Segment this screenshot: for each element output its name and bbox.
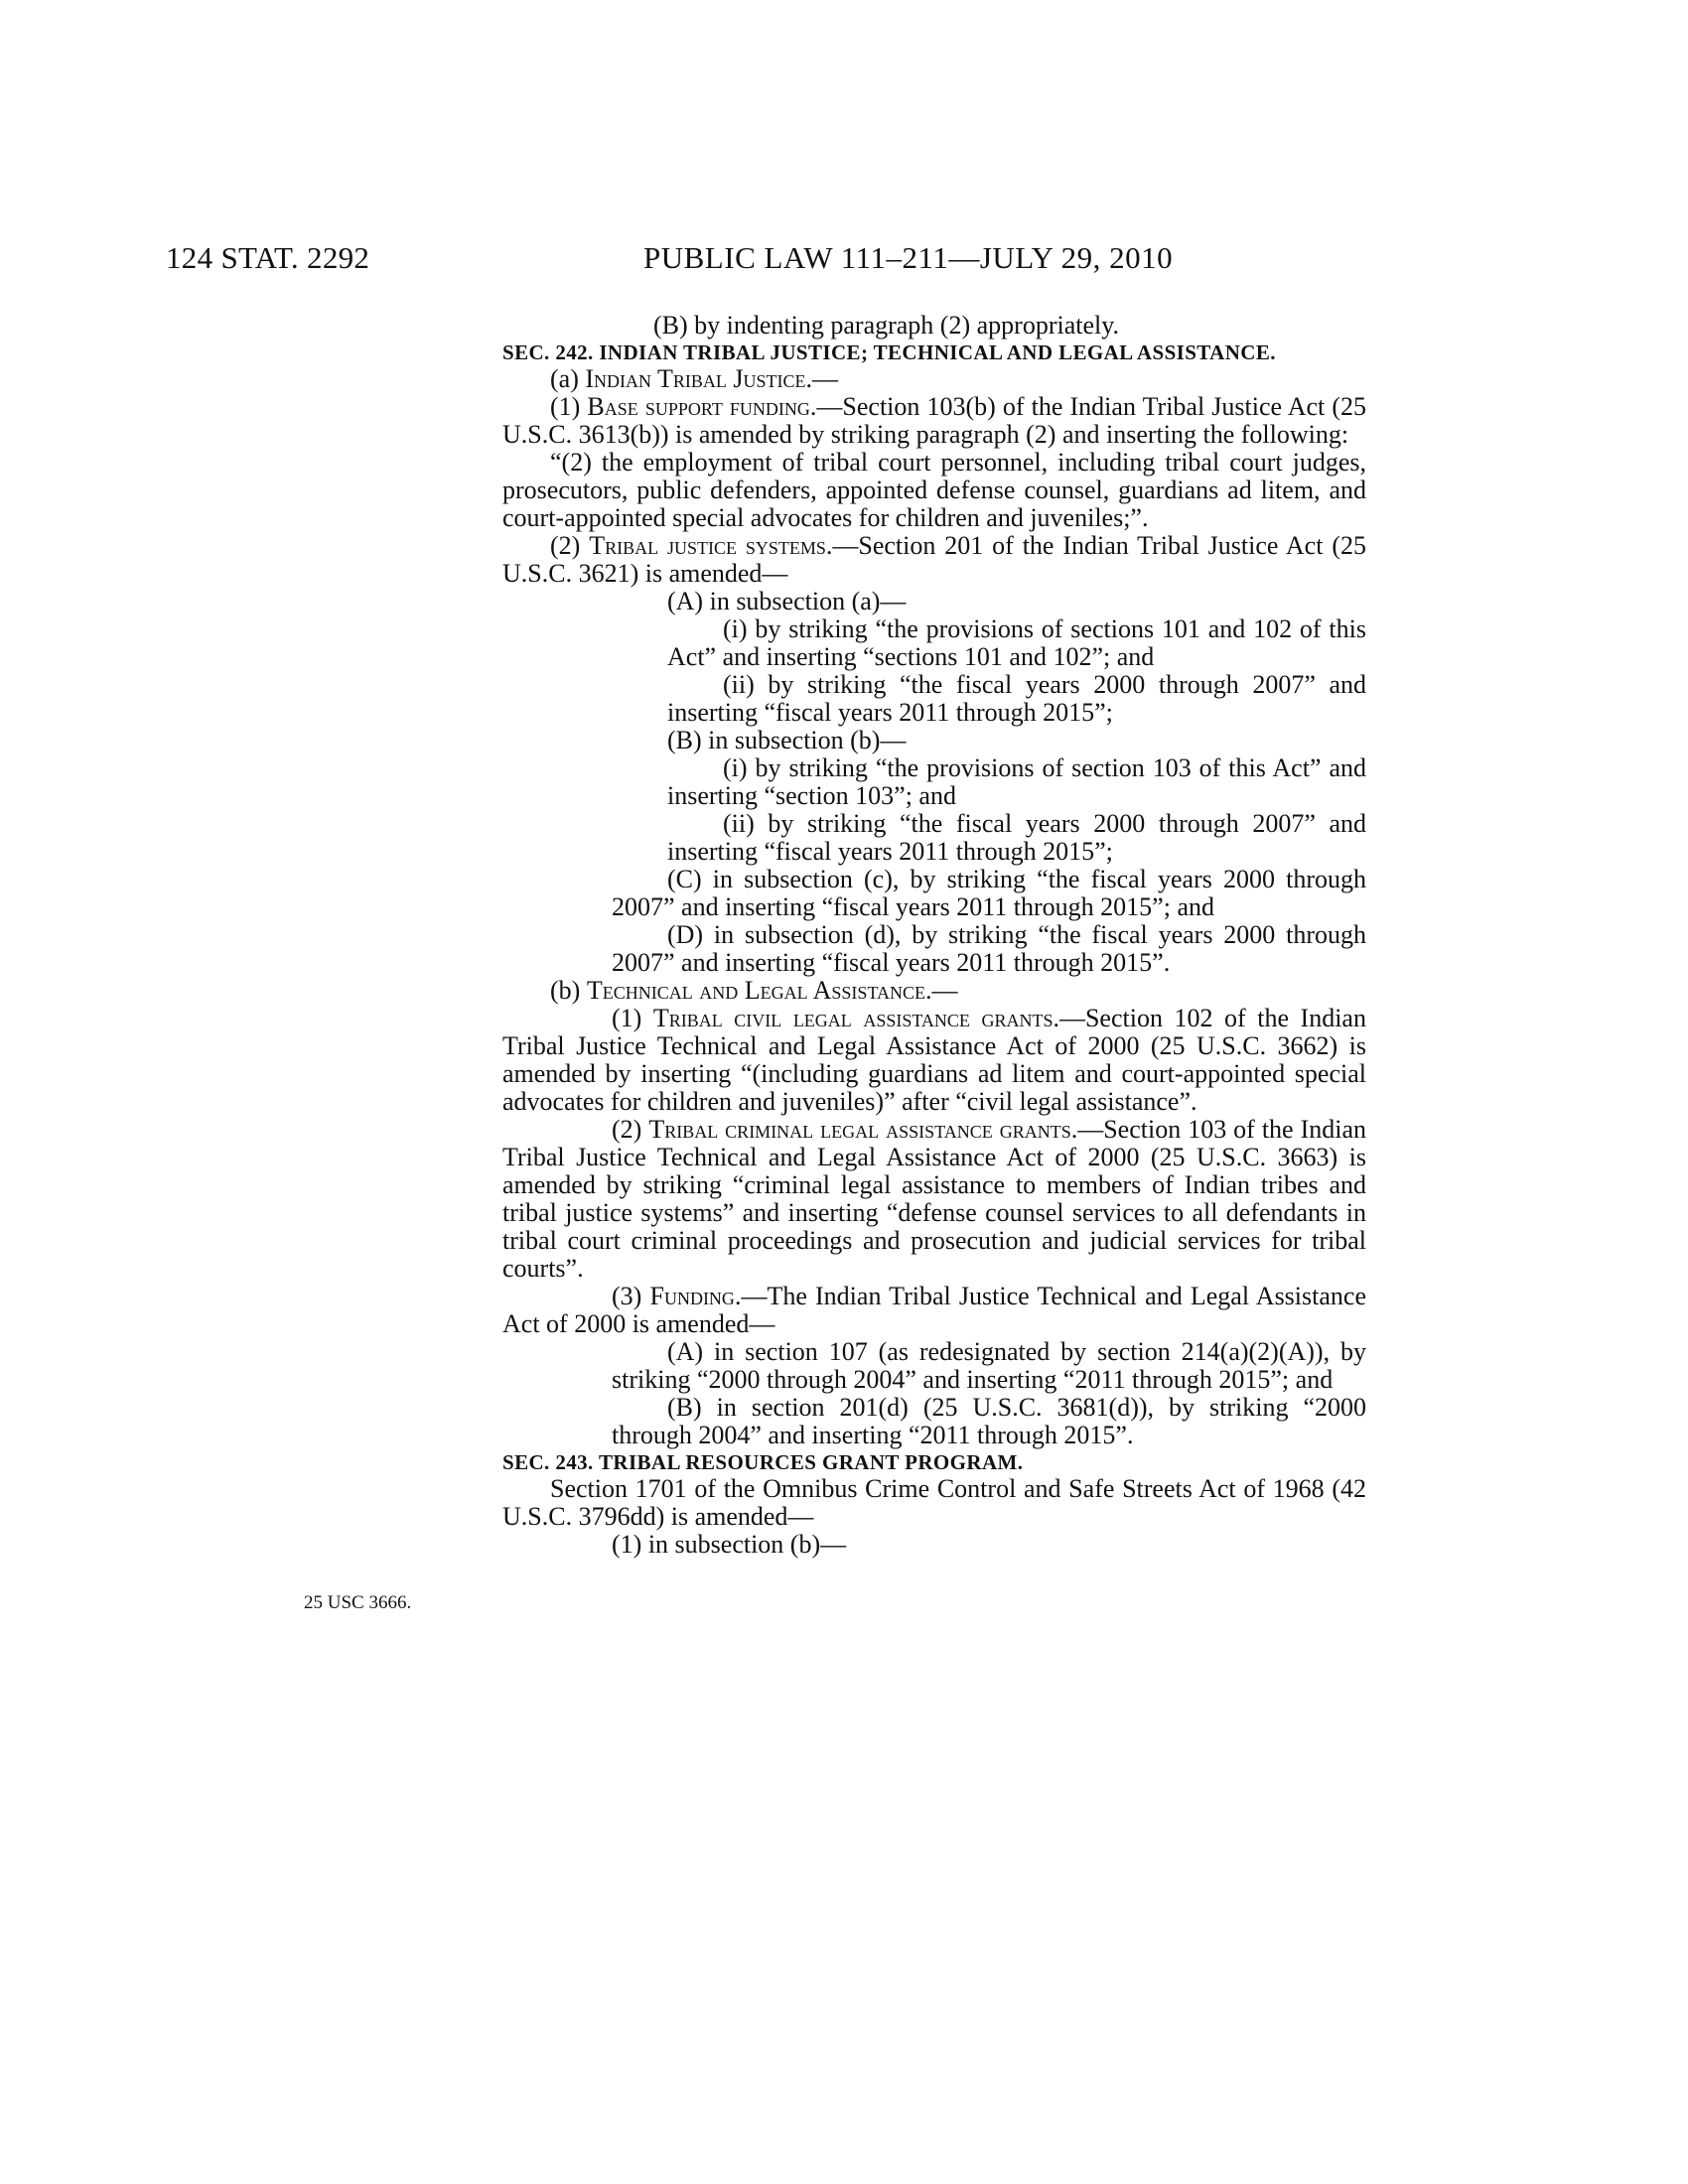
paragraph-b3-number: (3) [612,1282,650,1310]
clause-b3B: (B) in section 201(d) (25 U.S.C. 3681(d)), by striking “2000 through 2004” and inserting “2011 through 2015”. [612,1393,1366,1449]
clause-a2A-ii: (ii) by striking “the fiscal years 2000 through 2007” and inserting “fiscal years 2011 through 2015”; [667,670,1366,727]
stat-citation: 124 STAT. 2292 [166,240,370,275]
paragraph-a1 [502,393,1366,449]
clause-a2B-ii: (ii) by striking “the fiscal years 2000 through 2007” and inserting “fiscal years 2011 through 2015”; [667,809,1366,866]
paragraph-b2-number: (2) [612,1115,649,1144]
paragraph-a1-number: (1) [550,392,588,421]
paragraph-b3-text: .—The Indian Tribal Justice Technical and Legal Assistance Act of 2000 is amended— [502,1282,1366,1338]
paragraph-a1-text: .—Section 103(b) of the Indian Tribal Justice Act (25 U.S.C. 3613(b)) is amended by striking paragraph (2) and inserting the following: [502,392,1367,449]
clause-a2D: (D) in subsection (d), by striking “the fiscal years 2000 through 2007” and inserting “fiscal years 2011 through 2015”. [612,920,1366,977]
subsection-a-number: (a) [550,364,586,393]
section-243-paragraph-1: (1) in subsection (b)— [612,1530,847,1559]
paragraph-b1-title: Tribal civil legal assistance grants [652,1004,1054,1032]
paragraph-b1-text: .—Section 102 of the Indian Tribal Justice Technical and Legal Assistance Act of 2000 (25 U.S.C. 3662) is amended by inserting “(including guardians ad litem and court-appointed special advocates for children and juveniles)” after “civil legal assistance”. [502,1004,1366,1116]
paragraph-a1-title: Base support funding [587,392,810,421]
paragraph-b2 [502,1116,1366,1283]
section-243-heading: SEC. 243. TRIBAL RESOURCES GRANT PROGRAM. [502,1450,1024,1474]
subsection-b-number: (b) [550,976,587,1005]
paragraph-b3-title: Funding [649,1282,735,1310]
paragraph-a1-quote: “(2) the employment of tribal court personnel, including tribal court judges, prosecutors, public defenders, appointed defense counsel, guardians ad litem, and court-appointed special advocates for children and juveniles;”. [502,448,1366,532]
paragraph-a2-number: (2) [550,531,590,560]
margin-note: 25 USC 3666. [304,1592,412,1613]
subsection-a-dash: .— [805,364,839,393]
subsection-a-heading [502,365,1366,393]
paragraph-b1 [502,1005,1366,1116]
subsection-b-dash: .— [925,976,958,1005]
paragraph-a2-text: .—Section 201 of the Indian Tribal Justice Act (25 U.S.C. 3621) is amended— [502,531,1366,588]
paragraph-b-indent: (B) by indenting paragraph (2) appropriately. [653,311,1120,340]
paragraph-a2 [502,532,1366,588]
clause-a2B: (B) in subsection (b)— [667,726,907,754]
section-242-heading: SEC. 242. INDIAN TRIBAL JUSTICE; TECHNICAL AND LEGAL ASSISTANCE. [502,341,1276,364]
paragraph-b3 [502,1283,1366,1338]
section-243-text: Section 1701 of the Omnibus Crime Control and Safe Streets Act of 1968 (42 U.S.C. 3796dd) is amended— [502,1474,1366,1531]
subsection-b-title: Technical and Legal Assistance [586,976,925,1005]
clause-a2A: (A) in subsection (a)— [667,587,907,615]
subsection-a-title: Indian Tribal Justice [585,364,806,393]
running-header [0,240,1688,280]
clause-a2C: (C) in subsection (c), by striking “the fiscal years 2000 through 2007” and inserting “fiscal years 2011 through 2015”; and [612,865,1366,921]
law-title: PUBLIC LAW 111–211—JULY 29, 2010 [643,240,1174,275]
paragraph-b1-number: (1) [612,1004,653,1032]
paragraph-b2-text: .—Section 103 of the Indian Tribal Justice Technical and Legal Assistance Act of 2000 (25 U.S.C. 3663) is amended by striking “criminal legal assistance to members of Indian tribes and tribal justice systems” and inserting “defense counsel services to all defendants in tribal court criminal proceedings and prosecution and judicial services for tribal courts”. [502,1115,1366,1283]
clause-a2B-i: (i) by striking “the provisions of section 103 of this Act” and inserting “section 103”; and [667,753,1366,810]
paragraph-a2-title: Tribal justice systems [589,531,826,560]
clause-a2A-i: (i) by striking “the provisions of sections 101 and 102 of this Act” and inserting “sections 101 and 102”; and [667,614,1366,671]
subsection-b-heading [502,977,1366,1005]
body-text [502,312,1366,1559]
paragraph-b2-title: Tribal criminal legal assistance grants [648,1115,1071,1144]
clause-b3A: (A) in section 107 (as redesignated by section 214(a)(2)(A)), by striking “2000 through 2004” and inserting “2011 through 2015”; and [612,1337,1366,1394]
